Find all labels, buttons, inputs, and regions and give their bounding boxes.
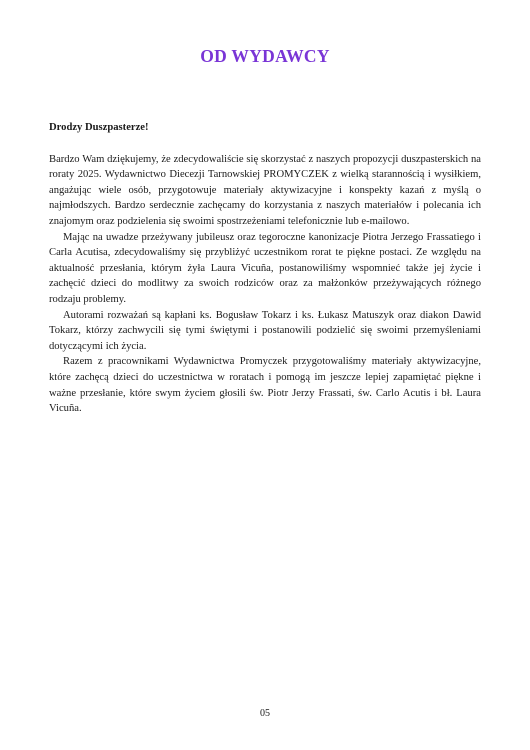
paragraph-materials: Razem z pracownikami Wydawnictwa Promyczek przygotowaliśmy materiały aktywizacyjne, które zachęcą dzieci do uczestnictwa w roratach i pomogą im jeszcze lepiej zapamiętać piękne i ważne przesłanie, które swym życiem głosili św. Piotr Jerzy Frassati, św. Carlo Acutis i bł. Laura Vicuña.	[49, 356, 481, 415]
salutation: Drodzy Duszpasterze!	[49, 122, 149, 133]
paragraph-jubilee: Mając na uwadze przeżywany jubileusz oraz tegoroczne kanonizacje Piotra Jerzego Frassatiego i Carla Acutisa, zdecydowaliśmy się przybliżyć uczestnikom rorat te piękne postaci. Ze względu na aktualność przesłania, którym żyła Laura Vicuña, postanowiliśmy wspomnieć także jej życie i zachęcić dzieci do modlitwy za swoich rodziców oraz za małżonków przeżywających różnego rodzaju problemy.	[49, 231, 481, 305]
page-number: 05	[260, 708, 270, 719]
paragraph-authors: Autorami rozważań są kapłani ks. Bogusław Tokarz i ks. Łukasz Matuszyk oraz diakon Dawid Tokarz, którzy zachwycili się tymi świętymi i postanowili podzielić się swoimi przemyśleniami dotyczącymi ich życia.	[49, 309, 481, 352]
page-title: OD WYDAWCY	[200, 46, 330, 66]
paragraph-intro: Bardzo Wam dziękujemy, że zdecydowaliście się skorzystać z naszych propozycji duszpasterskich na roraty 2025. Wydawnictwo Diecezji Tarnowskiej PROMYCZEK z wielką starannością i wysiłkiem, angażując wiele osób, przygotowuje materiały aktywizacyjne i konspekty kazań z myślą o najmłodszych. Bardzo serdecznie zachęcamy do korzystania z naszych materiałów i polecania ich znajomym oraz podzielenia się swoimi spostrzeżeniami telefonicznie lub e-mailowo.	[49, 153, 481, 227]
letter-body	[49, 120, 481, 417]
